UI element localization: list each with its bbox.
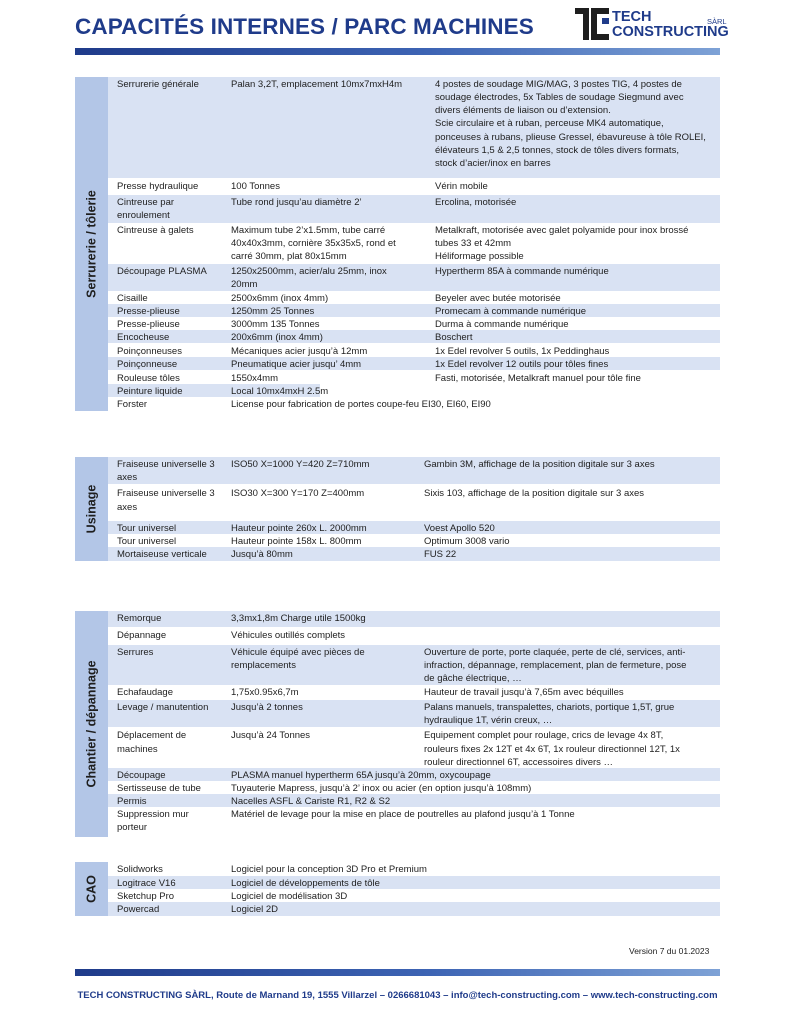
machine-details: Metalkraft, motorisée avec galet polyamide pour inox brossé [435,225,689,236]
machine-name: Poinçonneuse [117,359,178,370]
machine-details: tubes 33 et 42mm [435,238,512,249]
machine-capacity: 1250x2500mm, acier/alu 25mm, inox [231,266,387,277]
table-row [108,195,720,223]
table-row [108,317,720,330]
section-usinage [75,457,720,561]
machine-details: 1x Edel revolver 5 outils, 1x Peddinghaus [435,346,610,357]
table-row [108,384,329,397]
logo-line-tech: TECH [612,9,652,25]
table-row [108,397,720,411]
machine-capacity: 2500x6mm (inox 4mm) [231,293,329,304]
machine-capacity: 20mm [231,279,258,290]
table-row [108,794,720,807]
machine-capacity: License pour fabrication de portes coupe-feu EI30, EI60, EI90 [231,399,491,410]
machine-name: Presse hydraulique [117,181,199,192]
machine-capacity: ISO50 X=1000 Y=420 Z=710mm [231,459,370,470]
machine-details: rouleur directionnel 6T, accessoires divers … [424,757,614,768]
software-description: Logiciel de modélisation 3D [231,891,348,902]
table-row [108,534,720,547]
machine-name: Echafaudage [117,687,173,698]
machine-name: Déplacement de [117,730,187,741]
machine-details: Héliformage possible [435,251,524,262]
machine-capacity: 40x40x3mm, cornière 35x35x5, rond et [231,238,396,249]
table-row [108,889,720,902]
machine-capacity: Pneumatique acier jusqu’ 4mm [231,359,362,370]
machine-capacity: 100 Tonnes [231,181,280,192]
machine-name: Suppression mur [117,809,189,820]
section-label: Serrurerie / tôlerie [83,190,98,298]
software-description: Logiciel de développements de tôle [231,878,380,889]
machine-capacity: remplacements [231,660,296,671]
machine-name: Rouleuse tôles [117,373,180,384]
logo-sarl: SÀRL [707,17,727,26]
header-divider [75,48,720,55]
table-row [108,371,720,384]
machine-capacity: Palan 3,2T, emplacement 10mx7mxH4m [231,79,403,90]
machine-capacity: Jusqu’à 24 Tonnes [231,730,311,741]
machine-name: Cintreuse par [117,197,175,208]
machine-name: Tour universel [117,523,177,534]
machine-capacity: Véhicule équipé avec pièces de [231,647,365,658]
machine-details: Promecam à commande numérique [435,306,587,317]
machine-details: infraction, dépannage, remplacement, plan de fermeture, pose [424,660,687,671]
section-label: Chantier / dépannage [83,660,98,788]
machine-name: Poinçonneuses [117,346,182,357]
table-row [108,727,720,772]
machine-name: axes [117,502,138,513]
machine-capacity: Nacelles ASFL & Cariste R1, R2 & S2 [231,796,391,807]
machine-details: de gâche électrique, … [424,673,522,684]
page-title: CAPACITÉS INTERNES / PARC MACHINES [75,14,534,39]
machine-details: hydraulique 1T, vérin creux, … [424,715,553,726]
machine-name: Découpage [117,770,166,781]
software-description: Logiciel 2D [231,904,278,915]
machine-capacity: Hauteur pointe 158x L. 800mm [231,536,362,547]
section-sidebar [75,77,108,411]
table-row [108,902,720,916]
machine-capacity: Local 10mx4mxH 2.5m [231,386,329,397]
machine-capacity: Jusqu’à 2 tonnes [231,702,303,713]
machine-name: Serrurerie générale [117,79,199,90]
table-row [108,357,720,370]
machine-details: Sixis 103, affichage de la position digitale sur 3 axes [424,488,645,499]
machine-name: Presse-plieuse [117,319,180,330]
machine-capacity: Jusqu’à 80mm [231,549,293,560]
section-label: Usinage [83,484,98,534]
machine-details: Equipement complet pour roulage, crics de levage 4x 8T, [424,730,664,741]
machine-details: Fasti, motorisée, Metalkraft manuel pour tôle fine [435,373,641,384]
machine-capacity: 3,3mx1,8m Charge utile 1500kg [231,613,366,624]
machine-name: Levage / manutention [117,702,209,713]
machine-details: Ouverture de porte, porte claquée, perte de clé, services, anti- [424,647,686,658]
machine-name: Mortaiseuse verticale [117,549,207,560]
table-row [108,484,720,521]
machine-details: ponceuses à rubans, plieuse Gressel, ébavureuse à tôle ROLEI, [435,132,706,143]
machine-name: Serrures [117,647,154,658]
table-row [108,700,720,727]
software-description: Logiciel pour la conception 3D Pro et Premium [231,864,427,875]
machine-details: Beyeler avec butée motorisée [435,293,561,304]
machine-capacity: Hauteur pointe 260x L. 2000mm [231,523,367,534]
table-row [108,264,720,291]
machine-name: Forster [117,399,148,410]
machine-name: Cisaille [117,293,148,304]
footer-divider [75,969,720,976]
machine-name: Fraiseuse universelle 3 [117,488,215,499]
document-version: Version 7 du 01.2023 [629,946,710,956]
machine-name: Découpage PLASMA [117,266,207,277]
table-row [108,457,720,484]
machine-name: enroulement [117,210,170,221]
machine-name: Sertisseuse de tube [117,783,201,794]
machine-capacity: Tube rond jusqu’au diamètre 2’ [231,197,362,208]
table-row [108,768,720,781]
table-row [108,876,720,889]
table-row [108,611,720,627]
machine-details: Gambin 3M, affichage de la position digitale sur 3 axes [424,459,655,470]
machine-details: Scie circulaire et à ruban, perceuse MK4 automatique, [435,118,664,129]
machine-name: Dépannage [117,630,167,641]
table-row [108,344,720,357]
section-sidebar [75,611,108,837]
machine-details: 4 postes de soudage MIG/MAG, 3 postes TIG, 4 postes de [435,79,682,90]
machine-capacity: 1250mm 25 Tonnes [231,306,315,317]
table-row [108,781,720,794]
machine-details: divers éléments de liaison ou d’extension. [435,105,611,116]
machine-name: Peinture liquide [117,386,183,397]
machine-capacity: Véhicules outillés complets [231,630,346,641]
section-cao [75,862,720,916]
machine-name: Permis [117,796,147,807]
table-row [108,77,720,178]
machine-details: Durma à commande numérique [435,319,569,330]
machine-capacity: carré 30mm, plat 80x15mm [231,251,347,262]
section-chantier [75,611,720,837]
machine-name: Fraiseuse universelle 3 [117,459,215,470]
footer-contact: TECH CONSTRUCTING SÀRL, Route de Marnand 19, 1555 Villarzel – 0266681043 – info@tech-constructing.com – www.tech-constructing.com [77,990,718,1001]
table-row [108,330,720,343]
table-row [108,521,720,534]
logo-line-constructing: CONSTRUCTING [612,24,729,40]
machine-details: Vérin mobile [435,181,488,192]
machine-details: Ercolina, motorisée [435,197,517,208]
machine-name: Cintreuse à galets [117,225,194,236]
software-name: Logitrace V16 [117,878,176,889]
machine-capacity: Mécaniques acier jusqu’à 12mm [231,346,368,357]
table-row [108,862,720,875]
machine-details: Boschert [435,332,473,343]
machine-details: Hypertherm 85A à commande numérique [435,266,609,277]
machine-details: FUS 22 [424,549,457,560]
section-serrurerie [75,77,720,411]
machine-capacity: 1,75x0.95x6,7m [231,687,299,698]
table-row [108,547,720,561]
machine-details: Hauteur de travail jusqu’à 7,65m avec béquilles [424,687,624,698]
section-sidebar [75,862,108,916]
table-row [108,304,720,317]
machine-name: axes [117,472,138,483]
machine-name: Remorque [117,613,162,624]
machine-name: Presse-plieuse [117,306,180,317]
machine-details: Optimum 3008 vario [424,536,510,547]
tc-logo-icon [575,8,609,40]
machine-name: machines [117,744,158,755]
machine-details: Palans manuels, transpalettes, chariots, portique 1,5T, grue [424,702,675,713]
table-row [108,179,720,194]
table-row [108,627,720,645]
software-name: Solidworks [117,864,163,875]
machine-details: stock d’acier/inox en barres [435,158,551,169]
machine-capacity: 1550x4mm [231,373,278,384]
machine-capacity: Tuyauterie Mapress, jusqu’à 2’ inox ou acier (en option jusqu’à 108mm) [231,783,532,794]
machine-capacity: 200x6mm (inox 4mm) [231,332,323,343]
table-row [108,223,720,264]
machine-details: élévateurs 1,5 & 2,5 tonnes, stock de tôles divers formats, [435,145,679,156]
table-row [108,807,720,837]
machine-details: rouleurs fixes 2x 12T et 4x 6T, 1x rouleur directionnel 12T, 1x [424,744,680,755]
company-logo [575,8,729,42]
section-sidebar [75,457,108,561]
software-name: Powercad [117,904,160,915]
table-row [108,685,720,700]
machine-capacity: 3000mm 135 Tonnes [231,319,320,330]
machine-capacity: PLASMA manuel hypertherm 65A jusqu’à 20mm, oxycoupage [231,770,491,781]
section-label: CAO [83,875,98,903]
software-name: Sketchup Pro [117,891,175,902]
machine-details: 1x Edel revolver 12 outils pour tôles fines [435,359,609,370]
machine-capacity: Maximum tube 2’x1.5mm, tube carré [231,225,386,236]
table-row [108,291,720,304]
machine-name: Tour universel [117,536,177,547]
machine-name: Encocheuse [117,332,170,343]
machine-capacity: Matériel de levage pour la mise en place de poutrelles au plafond jusqu’à 1 Tonne [231,809,575,820]
machine-details: Voest Apollo 520 [424,523,495,534]
machine-capacity: ISO30 X=300 Y=170 Z=400mm [231,488,365,499]
machine-details: soudage électrodes, 5x Tables de soudage Siegmund avec [435,92,684,103]
machine-name: porteur [117,822,148,833]
